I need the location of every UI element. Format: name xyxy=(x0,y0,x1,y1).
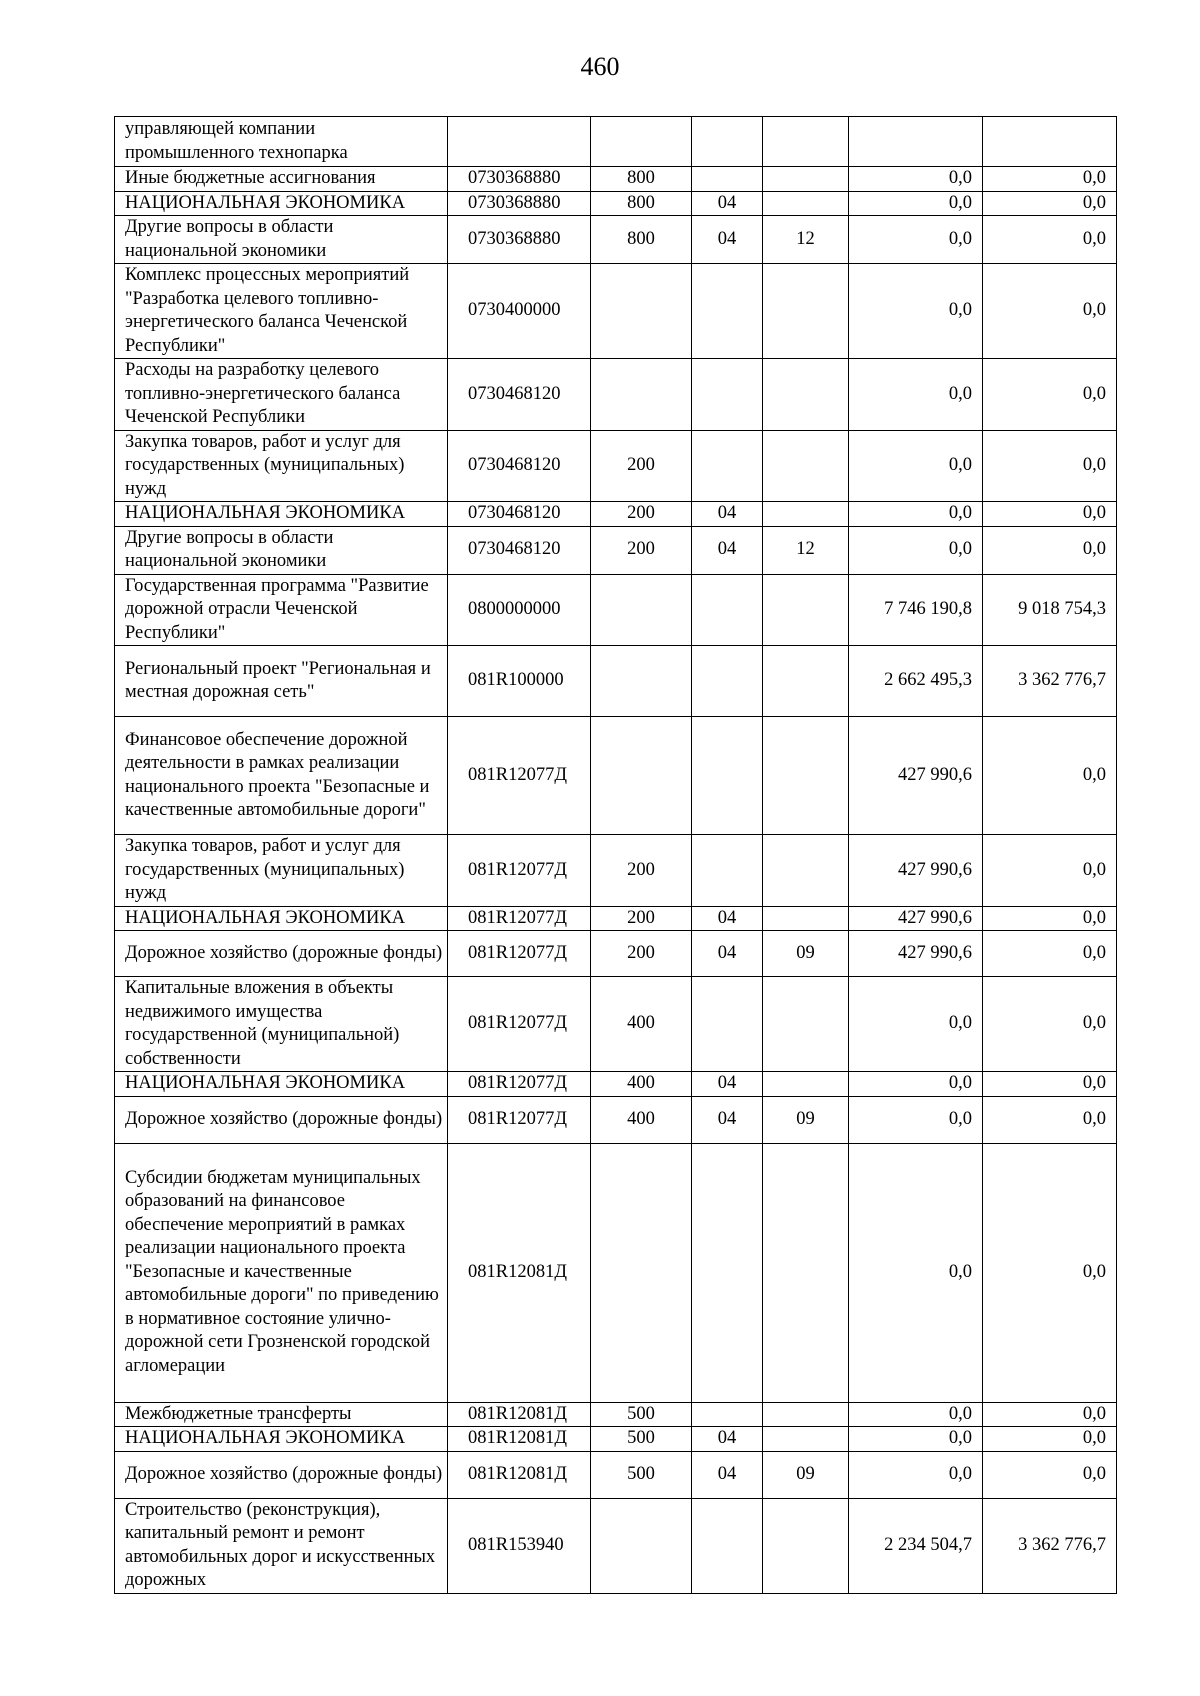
subsection-cell xyxy=(763,1143,849,1402)
section-cell: 04 xyxy=(692,216,763,264)
row-name-cell: Закупка товаров, работ и услуг для государственных (муниципальных) нужд xyxy=(115,835,448,907)
target-article-cell: 0730468120 xyxy=(448,502,591,527)
target-article-cell: 081R12081Д xyxy=(448,1143,591,1402)
section-cell: 04 xyxy=(692,1427,763,1452)
row-name-cell: Расходы на разработку целевого топливно-энергетического баланса Чеченской Республики xyxy=(115,359,448,431)
row-name-cell: Строительство (реконструкция), капитальный ремонт и ремонт автомобильных дорог и искусственных дорожных xyxy=(115,1498,448,1593)
section-cell xyxy=(692,717,763,835)
amount-year1-cell: 427 990,6 xyxy=(849,906,983,931)
target-article-cell xyxy=(448,117,591,167)
expense-type-cell xyxy=(591,1498,692,1593)
amount-year1-cell: 0,0 xyxy=(849,216,983,264)
section-cell xyxy=(692,1402,763,1427)
section-cell xyxy=(692,359,763,431)
amount-year2-cell: 0,0 xyxy=(983,1096,1117,1143)
subsection-cell xyxy=(763,835,849,907)
subsection-cell xyxy=(763,977,849,1072)
subsection-cell xyxy=(763,646,849,717)
table-row xyxy=(115,717,1117,835)
target-article-cell: 081R153940 xyxy=(448,1498,591,1593)
target-article-cell: 0730468120 xyxy=(448,430,591,502)
amount-year2-cell: 0,0 xyxy=(983,359,1117,431)
table-row xyxy=(115,906,1117,931)
subsection-cell: 09 xyxy=(763,1096,849,1143)
row-name-cell: Капитальные вложения в объекты недвижимого имущества государственной (муниципальной) собственности xyxy=(115,977,448,1072)
row-name-cell: Финансовое обеспечение дорожной деятельности в рамках реализации национального проекта "Безопасные и качественные автомобильные дороги" xyxy=(115,717,448,835)
amount-year2-cell: 0,0 xyxy=(983,835,1117,907)
row-name-cell: Государственная программа "Развитие дорожной отрасли Чеченской Республики" xyxy=(115,574,448,646)
expense-type-cell xyxy=(591,1143,692,1402)
target-article-cell: 0730468120 xyxy=(448,526,591,574)
expense-type-cell: 200 xyxy=(591,931,692,977)
row-name-cell: Иные бюджетные ассигнования xyxy=(115,167,448,192)
amount-year2-cell: 0,0 xyxy=(983,216,1117,264)
amount-year1-cell: 0,0 xyxy=(849,502,983,527)
table-row xyxy=(115,1143,1117,1402)
expense-type-cell: 500 xyxy=(591,1402,692,1427)
amount-year1-cell: 0,0 xyxy=(849,526,983,574)
row-name-cell: НАЦИОНАЛЬНАЯ ЭКОНОМИКА xyxy=(115,502,448,527)
expense-type-cell: 800 xyxy=(591,216,692,264)
table-row xyxy=(115,359,1117,431)
subsection-cell xyxy=(763,574,849,646)
amount-year1-cell: 0,0 xyxy=(849,1427,983,1452)
expense-type-cell: 500 xyxy=(591,1427,692,1452)
amount-year1-cell: 0,0 xyxy=(849,264,983,359)
amount-year2-cell: 0,0 xyxy=(983,526,1117,574)
subsection-cell xyxy=(763,1427,849,1452)
amount-year2-cell: 9 018 754,3 xyxy=(983,574,1117,646)
budget-table-body xyxy=(115,117,1117,1594)
subsection-cell xyxy=(763,191,849,216)
target-article-cell: 081R12077Д xyxy=(448,1096,591,1143)
table-row xyxy=(115,1427,1117,1452)
amount-year1-cell: 0,0 xyxy=(849,430,983,502)
target-article-cell: 0730368880 xyxy=(448,216,591,264)
table-row xyxy=(115,1096,1117,1143)
subsection-cell xyxy=(763,264,849,359)
amount-year2-cell: 0,0 xyxy=(983,1451,1117,1498)
amount-year2-cell xyxy=(983,117,1117,167)
expense-type-cell xyxy=(591,359,692,431)
row-name-cell: управляющей компании промышленного технопарка xyxy=(115,117,448,167)
section-cell xyxy=(692,167,763,192)
amount-year1-cell: 2 234 504,7 xyxy=(849,1498,983,1593)
section-cell xyxy=(692,117,763,167)
subsection-cell xyxy=(763,167,849,192)
row-name-cell: Межбюджетные трансферты xyxy=(115,1402,448,1427)
section-cell xyxy=(692,835,763,907)
table-row xyxy=(115,931,1117,977)
row-name-cell: Дорожное хозяйство (дорожные фонды) xyxy=(115,931,448,977)
row-name-cell: Дорожное хозяйство (дорожные фонды) xyxy=(115,1096,448,1143)
expense-type-cell xyxy=(591,117,692,167)
expense-type-cell: 200 xyxy=(591,835,692,907)
target-article-cell: 081R12077Д xyxy=(448,835,591,907)
row-name-cell: НАЦИОНАЛЬНАЯ ЭКОНОМИКА xyxy=(115,1427,448,1452)
row-name-cell: НАЦИОНАЛЬНАЯ ЭКОНОМИКА xyxy=(115,906,448,931)
amount-year1-cell: 0,0 xyxy=(849,1096,983,1143)
amount-year1-cell: 0,0 xyxy=(849,977,983,1072)
table-row xyxy=(115,526,1117,574)
subsection-cell: 09 xyxy=(763,931,849,977)
amount-year2-cell: 0,0 xyxy=(983,1427,1117,1452)
table-row xyxy=(115,1451,1117,1498)
table-row xyxy=(115,1402,1117,1427)
expense-type-cell: 800 xyxy=(591,167,692,192)
target-article-cell: 081R12081Д xyxy=(448,1402,591,1427)
expense-type-cell: 800 xyxy=(591,191,692,216)
amount-year1-cell: 0,0 xyxy=(849,167,983,192)
expense-type-cell: 200 xyxy=(591,906,692,931)
amount-year2-cell: 0,0 xyxy=(983,167,1117,192)
expense-type-cell: 500 xyxy=(591,1451,692,1498)
subsection-cell xyxy=(763,1402,849,1427)
subsection-cell: 09 xyxy=(763,1451,849,1498)
amount-year2-cell: 3 362 776,7 xyxy=(983,1498,1117,1593)
expense-type-cell xyxy=(591,264,692,359)
target-article-cell: 0730400000 xyxy=(448,264,591,359)
section-cell: 04 xyxy=(692,191,763,216)
subsection-cell: 12 xyxy=(763,526,849,574)
target-article-cell: 081R12077Д xyxy=(448,931,591,977)
subsection-cell xyxy=(763,1072,849,1097)
target-article-cell: 081R12077Д xyxy=(448,906,591,931)
target-article-cell: 0730468120 xyxy=(448,359,591,431)
row-name-cell: Комплекс процессных мероприятий "Разработка целевого топливно-энергетического баланса Чеченской Республики" xyxy=(115,264,448,359)
page-number: 460 xyxy=(580,52,620,81)
target-article-cell: 081R12077Д xyxy=(448,717,591,835)
subsection-cell xyxy=(763,117,849,167)
table-row xyxy=(115,167,1117,192)
amount-year1-cell: 0,0 xyxy=(849,1451,983,1498)
section-cell xyxy=(692,977,763,1072)
expense-type-cell xyxy=(591,717,692,835)
expense-type-cell xyxy=(591,646,692,717)
target-article-cell: 081R12081Д xyxy=(448,1451,591,1498)
expense-type-cell: 400 xyxy=(591,1096,692,1143)
row-name-cell: Субсидии бюджетам муниципальных образований на финансовое обеспечение мероприятий в рамках реализации национального проекта "Безопасные и качественные автомобильные дороги" по приведению в нормативное состояние улично-дорожной сети Грозненской городской агломерации xyxy=(115,1143,448,1402)
amount-year1-cell: 0,0 xyxy=(849,1143,983,1402)
row-name-cell: Другие вопросы в области национальной экономики xyxy=(115,526,448,574)
amount-year2-cell: 0,0 xyxy=(983,502,1117,527)
amount-year1-cell: 427 990,6 xyxy=(849,835,983,907)
table-row xyxy=(115,430,1117,502)
table-row xyxy=(115,1072,1117,1097)
amount-year1-cell: 0,0 xyxy=(849,191,983,216)
amount-year2-cell: 0,0 xyxy=(983,977,1117,1072)
table-row xyxy=(115,191,1117,216)
section-cell: 04 xyxy=(692,502,763,527)
expense-type-cell: 200 xyxy=(591,430,692,502)
subsection-cell: 12 xyxy=(763,216,849,264)
subsection-cell xyxy=(763,430,849,502)
section-cell xyxy=(692,1143,763,1402)
target-article-cell: 081R12077Д xyxy=(448,1072,591,1097)
section-cell: 04 xyxy=(692,1451,763,1498)
row-name-cell: НАЦИОНАЛЬНАЯ ЭКОНОМИКА xyxy=(115,191,448,216)
target-article-cell: 0800000000 xyxy=(448,574,591,646)
amount-year2-cell: 0,0 xyxy=(983,1072,1117,1097)
section-cell: 04 xyxy=(692,1072,763,1097)
section-cell xyxy=(692,1498,763,1593)
subsection-cell xyxy=(763,717,849,835)
amount-year1-cell xyxy=(849,117,983,167)
amount-year2-cell: 3 362 776,7 xyxy=(983,646,1117,717)
table-row xyxy=(115,574,1117,646)
table-row xyxy=(115,835,1117,907)
row-name-cell: Другие вопросы в области национальной экономики xyxy=(115,216,448,264)
amount-year1-cell: 427 990,6 xyxy=(849,931,983,977)
amount-year2-cell: 0,0 xyxy=(983,264,1117,359)
section-cell: 04 xyxy=(692,906,763,931)
target-article-cell: 081R100000 xyxy=(448,646,591,717)
subsection-cell xyxy=(763,906,849,931)
section-cell: 04 xyxy=(692,1096,763,1143)
section-cell xyxy=(692,646,763,717)
amount-year1-cell: 0,0 xyxy=(849,359,983,431)
expense-type-cell: 400 xyxy=(591,977,692,1072)
amount-year2-cell: 0,0 xyxy=(983,1143,1117,1402)
amount-year1-cell: 0,0 xyxy=(849,1402,983,1427)
section-cell xyxy=(692,430,763,502)
budget-table xyxy=(114,116,1117,1594)
expense-type-cell: 200 xyxy=(591,526,692,574)
section-cell: 04 xyxy=(692,526,763,574)
expense-type-cell: 400 xyxy=(591,1072,692,1097)
table-row xyxy=(115,977,1117,1072)
amount-year2-cell: 0,0 xyxy=(983,1402,1117,1427)
row-name-cell: НАЦИОНАЛЬНАЯ ЭКОНОМИКА xyxy=(115,1072,448,1097)
amount-year2-cell: 0,0 xyxy=(983,430,1117,502)
table-row xyxy=(115,216,1117,264)
target-article-cell: 081R12081Д xyxy=(448,1427,591,1452)
row-name-cell: Закупка товаров, работ и услуг для государственных (муниципальных) нужд xyxy=(115,430,448,502)
subsection-cell xyxy=(763,502,849,527)
amount-year2-cell: 0,0 xyxy=(983,906,1117,931)
table-row xyxy=(115,117,1117,167)
row-name-cell: Региональный проект "Региональная и местная дорожная сеть" xyxy=(115,646,448,717)
amount-year2-cell: 0,0 xyxy=(983,931,1117,977)
amount-year2-cell: 0,0 xyxy=(983,717,1117,835)
subsection-cell xyxy=(763,359,849,431)
target-article-cell: 0730368880 xyxy=(448,167,591,192)
table-row xyxy=(115,1498,1117,1593)
table-row xyxy=(115,502,1117,527)
amount-year2-cell: 0,0 xyxy=(983,191,1117,216)
section-cell: 04 xyxy=(692,931,763,977)
table-row xyxy=(115,646,1117,717)
table-row xyxy=(115,264,1117,359)
amount-year1-cell: 7 746 190,8 xyxy=(849,574,983,646)
amount-year1-cell: 427 990,6 xyxy=(849,717,983,835)
section-cell xyxy=(692,264,763,359)
row-name-cell: Дорожное хозяйство (дорожные фонды) xyxy=(115,1451,448,1498)
target-article-cell: 081R12077Д xyxy=(448,977,591,1072)
target-article-cell: 0730368880 xyxy=(448,191,591,216)
subsection-cell xyxy=(763,1498,849,1593)
amount-year1-cell: 0,0 xyxy=(849,1072,983,1097)
amount-year1-cell: 2 662 495,3 xyxy=(849,646,983,717)
section-cell xyxy=(692,574,763,646)
expense-type-cell: 200 xyxy=(591,502,692,527)
expense-type-cell xyxy=(591,574,692,646)
